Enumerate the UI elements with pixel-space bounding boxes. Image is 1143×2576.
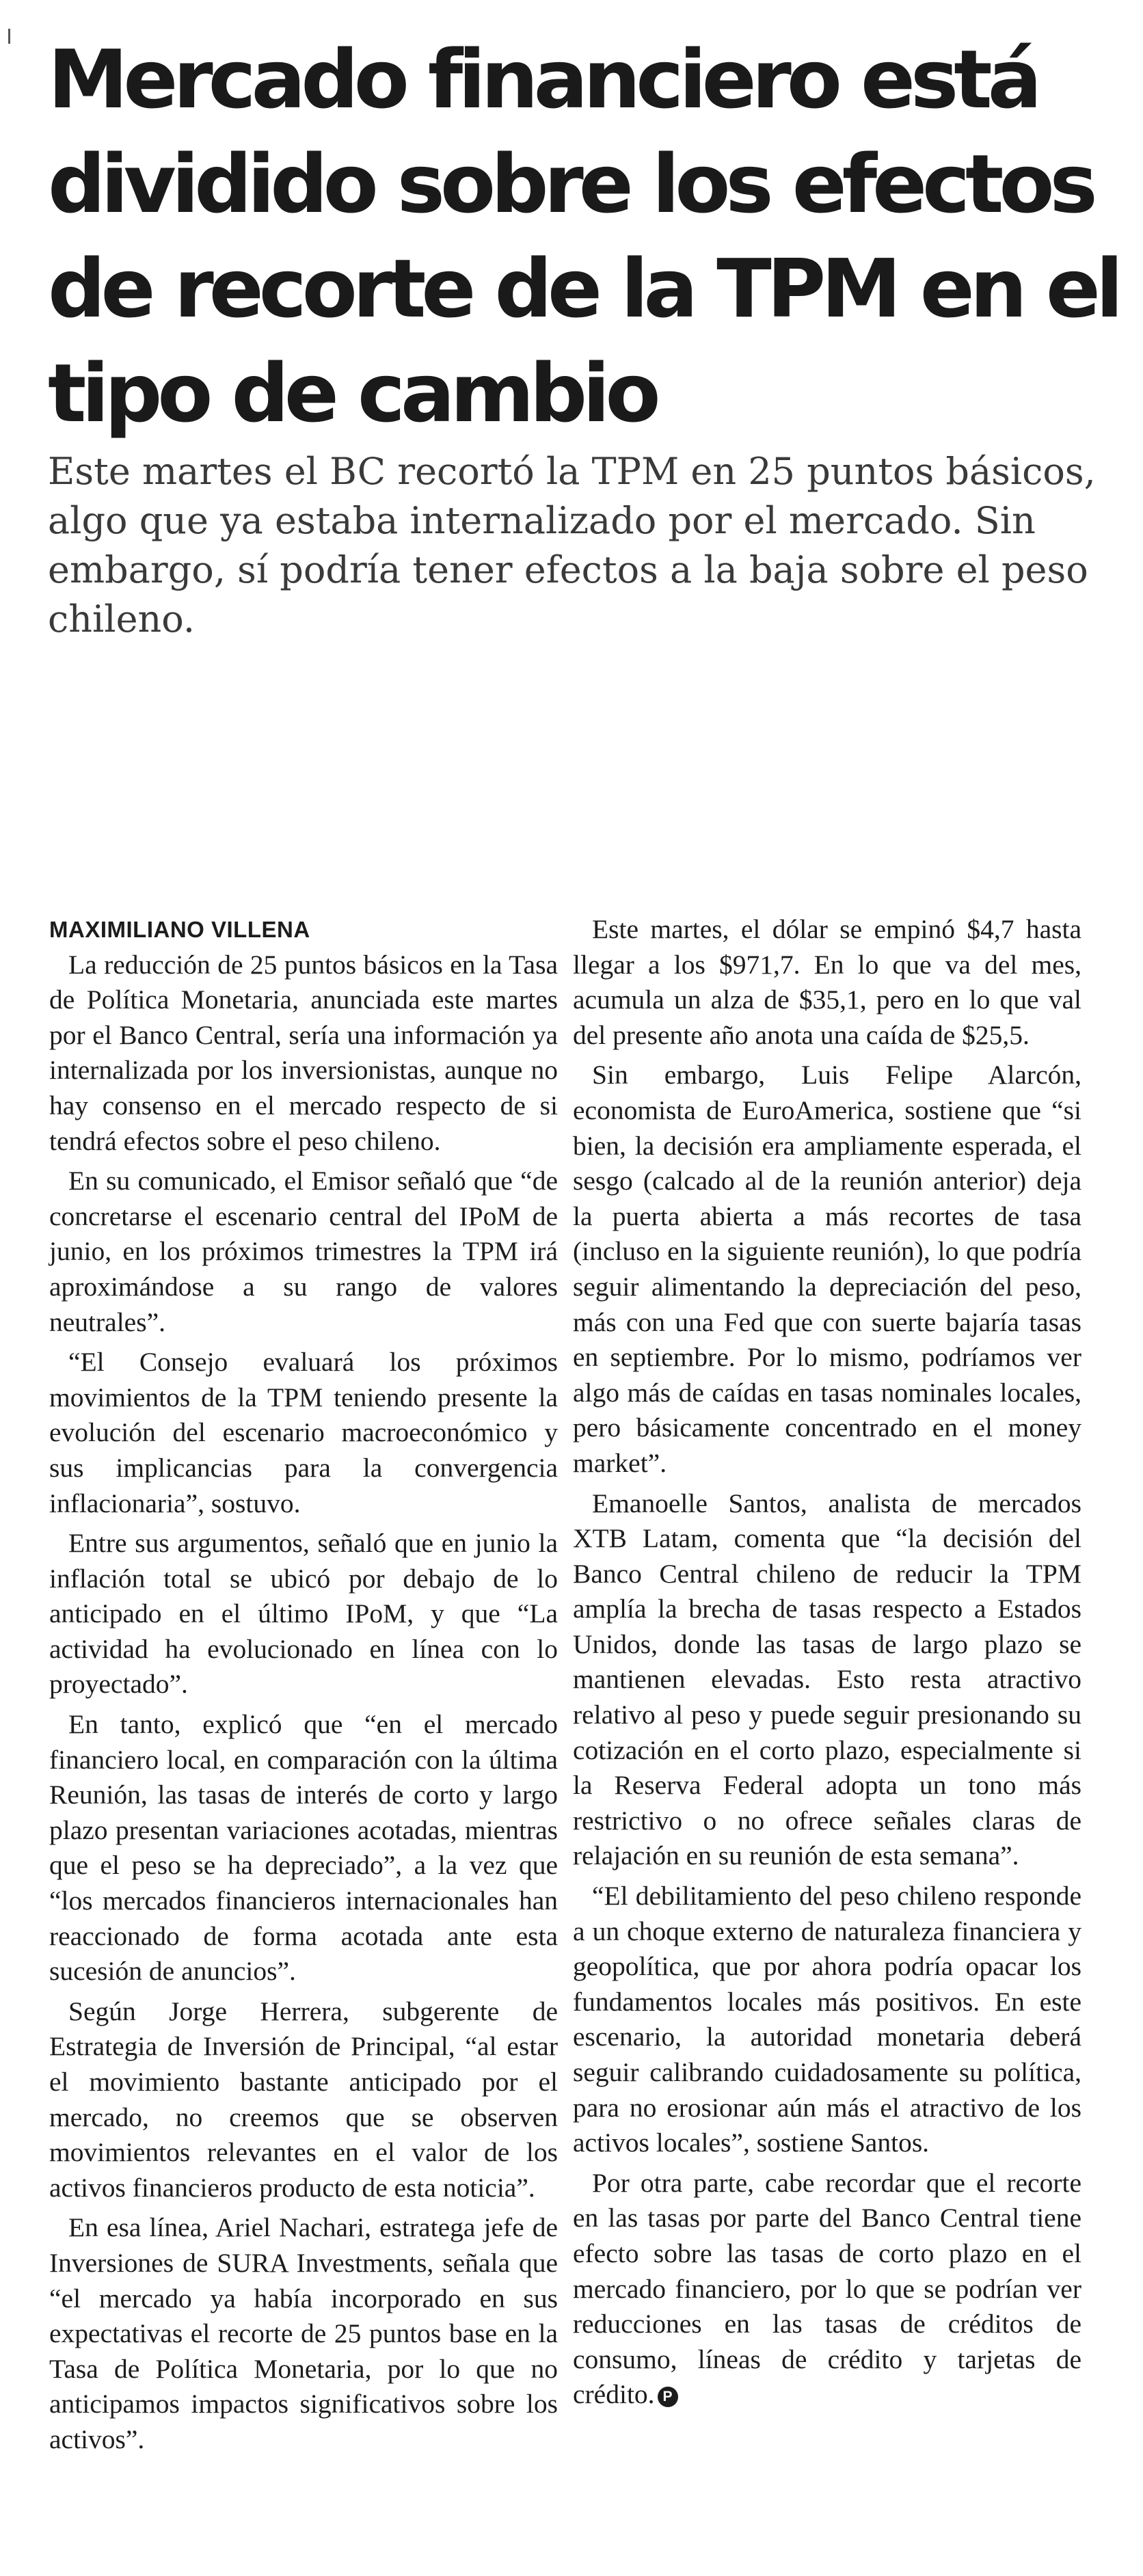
byline: MAXIMILIANO VILLENA	[49, 917, 310, 942]
deck-subtitle	[48, 447, 1114, 644]
body-paragraph: Sin embargo, Luis Felipe Alarcón, economista de EuroAmerica, sostiene que “si bien, la decisión era ampliamente esperada, el sesgo (calcado al de la reunión anterior) deja la puerta abierta a más recortes de tasa (incluso en la siguiente reunión), lo que podría seguir alimentando la depreciación del peso, más con una Fed que con suerte bajaría tasas en septiembre. Por lo mismo, podríamos ver algo más de caídas en tasas nominales locales, pero básicamente concentrado en el money market”.	[573, 1060, 1081, 1478]
body-paragraph: Emanoelle Santos, analista de mercados XTB Latam, comenta que “la decisión del Banco Central chileno de reducir la TPM amplía la brecha de tasas respecto a Estados Unidos, donde las tasas de largo plazo se mantienen elevadas. Esto resta atractivo relativo al peso y puede seguir presionando su cotización en el corto plazo, especialmente si la Reserva Federal adopta un tono más restrictivo o no ofrece señales claras de relajación en su reunión de esta semana”.	[573, 1488, 1081, 1871]
body-paragraph: “El Consejo evaluará los próximos movimientos de la TPM teniendo presente la evolución del escenario macroeconómico y sus implicancias para la convergencia inflacionaria”, sostuvo.	[49, 1347, 558, 1518]
body-paragraph: Según Jorge Herrera, subgerente de Estrategia de Inversión de Principal, “al estar el movimiento bastante anticipado por el mercado, no creemos que se observen movimientos relevantes en el valor de los activos financieros producto de esta noticia”.	[49, 1996, 558, 2203]
body-paragraph: En su comunicado, el Emisor señaló que “de concretarse el escenario central del IPoM de junio, en los próximos trimestres la TPM irá aproximándose a su rango de valores neutrales”.	[49, 1166, 558, 1337]
headline	[48, 27, 1119, 446]
body-paragraph: “El debilitamiento del peso chileno responde a un choque externo de naturaleza financiera y geopolítica, que por ahora podría opacar los fundamentos locales más positivos. En este escenario, la autoridad monetaria deberá seguir calibrando cuidadosamente su política, para no erosionar aún más el atractivo de los activos locales”, sostiene Santos.	[573, 1881, 1081, 2158]
body-paragraph: Entre sus argumentos, señaló que en junio la inflación total se ubicó por debajo de lo anticipado en el último IPoM, y que “La actividad ha evolucionado en línea con lo proyectado”.	[49, 1528, 558, 1700]
headline-line: tipo de cambio	[48, 346, 656, 440]
article-column-right	[573, 912, 1081, 2417]
deck-line: algo que ya estaba internalizado por el mercado. Sin	[48, 499, 1036, 542]
headline-line: dividido sobre los efectos	[48, 137, 1093, 231]
final-paragraph-text: Por otra parte, cabe recordar que el recorte en las tasas por parte del Banco Central tiene efecto sobre las tasas de corto plazo en el mercado financiero, por lo que se podrían ver reducciones en las tasas de créditos de consumo, líneas de crédito y tarjetas de crédito.	[573, 2167, 1081, 2410]
end-of-article-icon: P	[658, 2387, 678, 2407]
headline-line: de recorte de la TPM en el	[48, 241, 1119, 336]
page-edge-mark	[8, 29, 10, 44]
body-paragraph: La reducción de 25 puntos básicos en la Tasa de Política Monetaria, anunciada este martes por el Banco Central, sería una información ya internalizada por los inversionistas, aunque no hay consenso en el mercado respecto de si tendrá efectos sobre el peso chileno.	[49, 949, 558, 1156]
deck-line: chileno.	[48, 598, 196, 641]
body-paragraph: En tanto, explicó que “en el mercado financiero local, en comparación con la última Reunión, las tasas de interés de corto y largo plazo presentan variaciones acotadas, mientras que el peso se ha depreciado”, a la vez que “los mercados financieros internacionales han reaccionado de forma acotada ante esta sucesión de anuncios”.	[49, 1709, 558, 1987]
deck-line: embargo, sí podría tener efectos a la baja sobre el peso	[48, 548, 1088, 591]
deck-line: Este martes el BC recortó la TPM en 25 puntos básicos,	[48, 450, 1096, 493]
body-paragraph: Este martes, el dólar se empinó $4,7 hasta llegar a los $971,7. En lo que va del mes, acumula un alza de $35,1, pero en lo que val del presente año anota una caída de $25,5.	[573, 914, 1081, 1050]
body-paragraph: En esa línea, Ariel Nachari, estratega jefe de Inversiones de SURA Investments, señala que “el mercado ya había incorporado en sus expectativas el recorte de 25 puntos base en la Tasa de Política Monetaria, por lo que no anticipamos impactos significativos sobre los activos”.	[49, 2212, 558, 2454]
article-column-left	[49, 912, 558, 2463]
body-paragraph-final	[573, 2166, 1081, 2413]
headline-line: Mercado financiero está	[48, 32, 1038, 126]
